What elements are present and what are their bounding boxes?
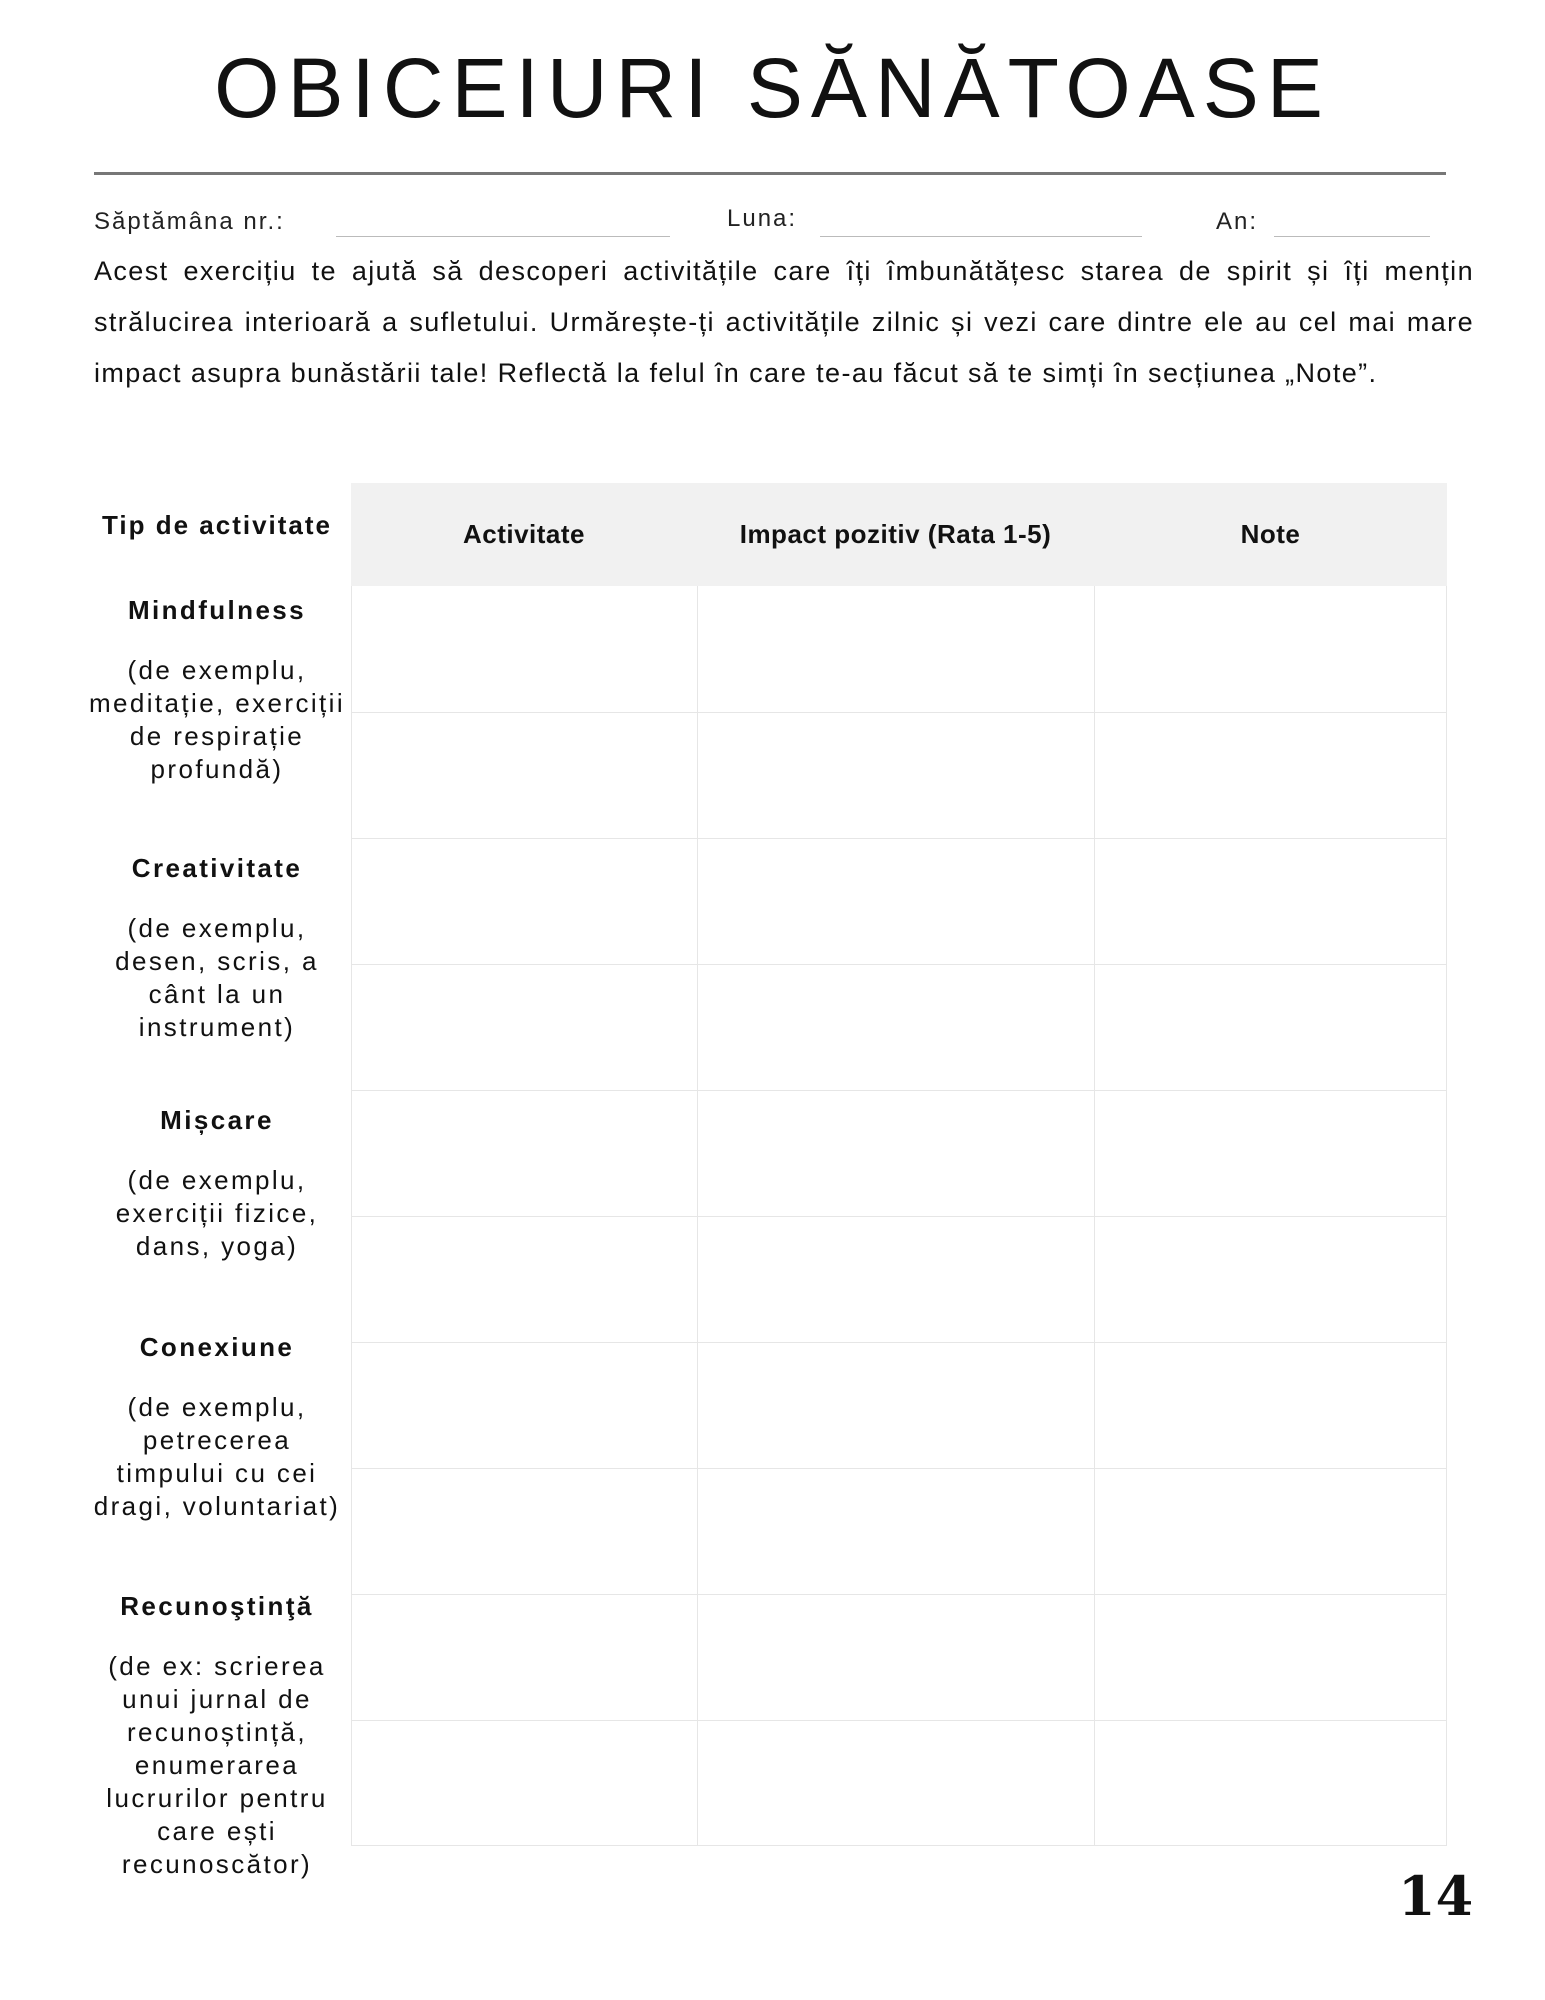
category-mindfulness <box>86 595 348 786</box>
page-title: OBICEIURI SĂNĂTOASE <box>214 41 1331 135</box>
activity-type-header: Tip de activitate <box>101 510 333 540</box>
category-gratitude <box>86 1591 348 1881</box>
week-label: Săptămâna nr.: <box>94 208 285 235</box>
category-connection <box>86 1332 348 1523</box>
header-impact: Impact pozitiv (Rata 1-5) <box>739 519 1052 549</box>
header-activity: Activitate <box>462 519 586 549</box>
category-name: Mișcare <box>160 1105 274 1135</box>
habits-table <box>351 483 1447 1846</box>
category-description: (de exemplu, petrecerea timpului cu cei dragi, voluntariat) <box>93 1392 341 1521</box>
table-border-bottom <box>351 1845 1447 1846</box>
month-label: Luna: <box>727 205 798 232</box>
title-divider <box>94 172 1446 175</box>
row-divider <box>351 712 1447 713</box>
category-description: (de exemplu, meditație, exerciții de respirație profundă) <box>88 655 346 784</box>
page-number: 14 <box>1398 1864 1474 1928</box>
category-description: (de exemplu, exerciții fizice, dans, yoga) <box>115 1165 319 1261</box>
header-notes: Note <box>1240 519 1301 549</box>
month-input-line[interactable] <box>820 236 1142 237</box>
row-divider <box>351 1090 1447 1091</box>
category-name: Creativitate <box>131 853 303 883</box>
category-description: (de ex: scrierea unui jurnal de recunoștință, enumerarea lucrurilor pentru care ești recunoscător) <box>106 1651 328 1879</box>
category-name: Conexiune <box>139 1332 295 1362</box>
category-movement <box>86 1105 348 1263</box>
year-input-line[interactable] <box>1274 236 1430 237</box>
category-description: (de exemplu, desen, scris, a cânt la un instrument) <box>115 913 319 1042</box>
category-name: Mindfulness <box>127 595 307 625</box>
year-label: An: <box>1216 208 1259 235</box>
row-divider <box>351 1468 1447 1469</box>
week-input-line[interactable] <box>336 236 670 237</box>
row-divider <box>351 1342 1447 1343</box>
row-divider <box>351 1216 1447 1217</box>
row-divider <box>351 1594 1447 1595</box>
row-divider <box>351 1720 1447 1721</box>
row-divider <box>351 964 1447 965</box>
intro-paragraph: Acest exercițiu te ajută să descoperi activitățile care îți îmbunătățesc starea de spirit și îți mențin strălucirea interioară a sufletului. Urmărește-ți activitățile zilnic și vezi care dintre ele au cel mai mare impact asupra bunăstării tale! Reflectă la felul în care te-au făcut să te simți în secțiunea „Note”. <box>94 256 1474 388</box>
category-name: Recunoştinţă <box>120 1591 314 1621</box>
row-divider <box>351 838 1447 839</box>
category-creativity <box>86 853 348 1044</box>
